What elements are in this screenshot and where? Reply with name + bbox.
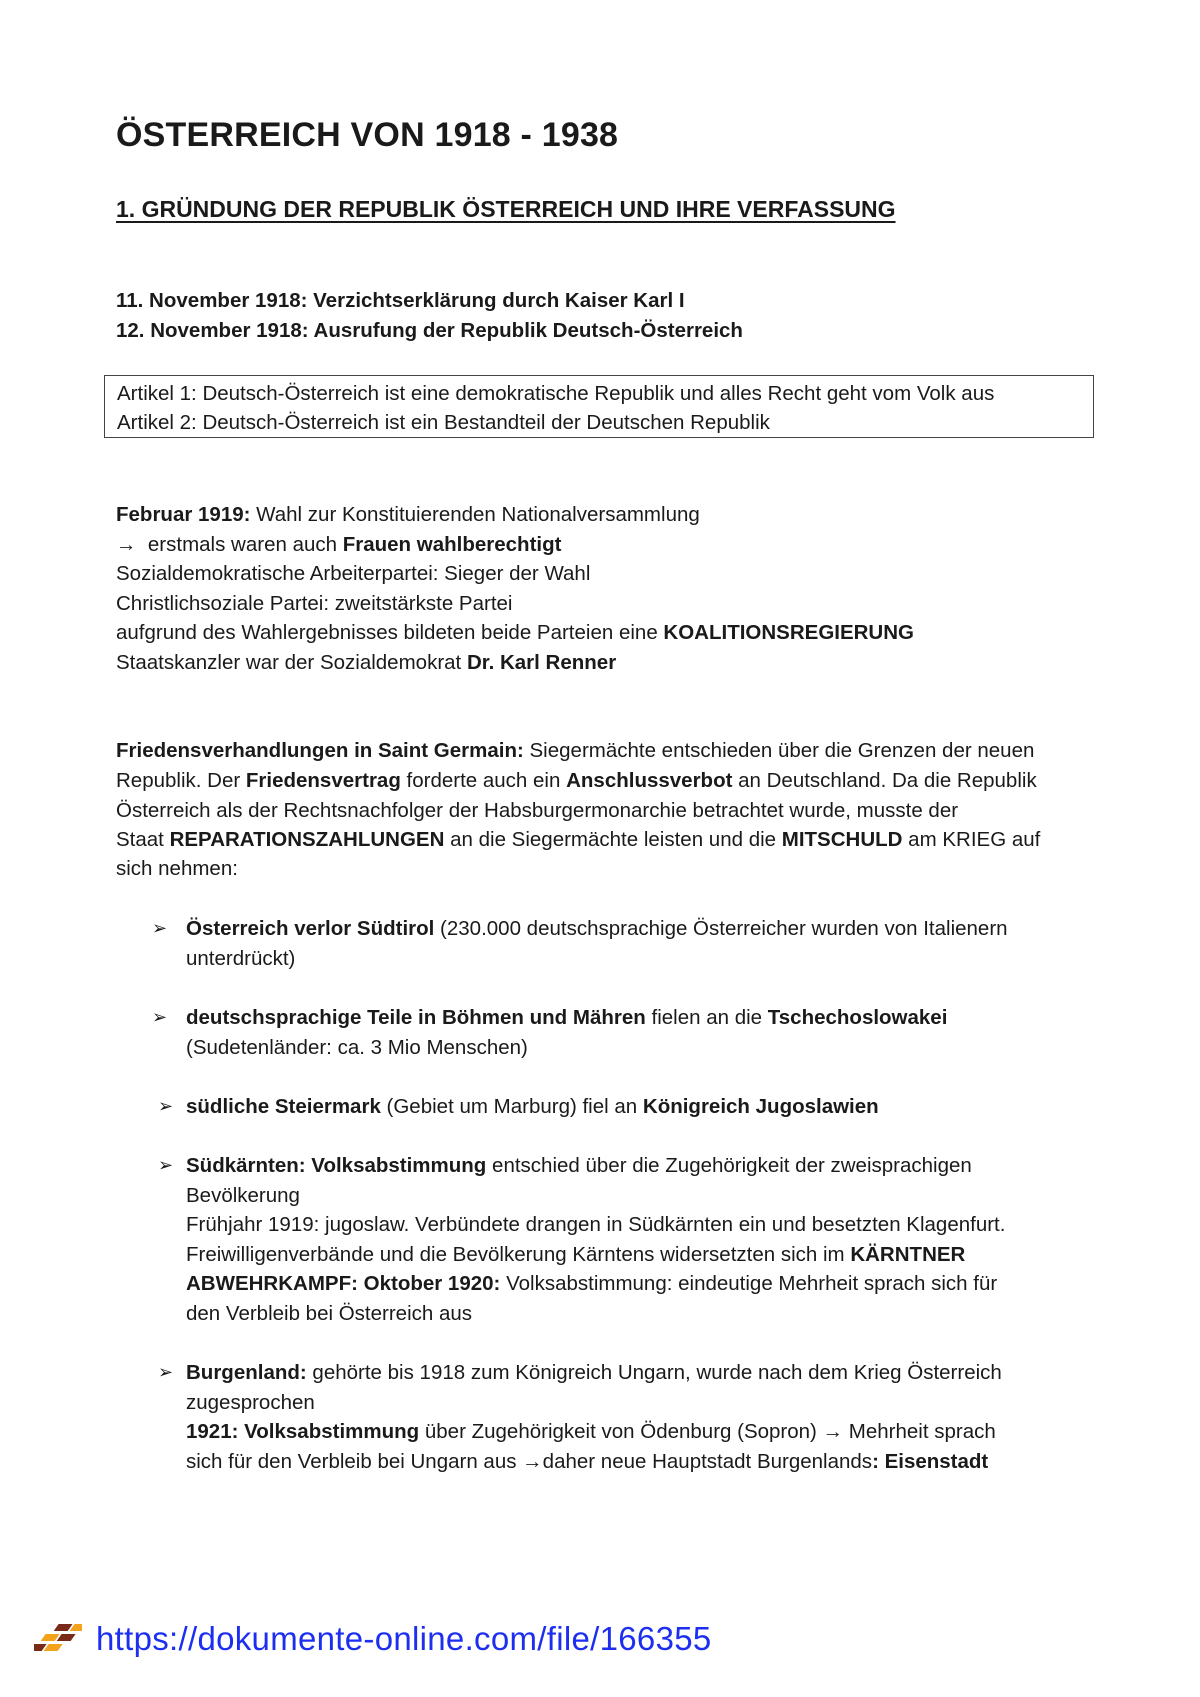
bullet-text: Freiwilligenverbände und die Bevölkerung Kärntens widersetzten sich im [186,1242,851,1266]
bullet-text: über Zugehörigkeit von Ödenburg (Sopron) → Mehrheit sprach [419,1420,996,1443]
bullet-item-burgenland [158,1358,1098,1476]
bullet-text: entschied über die Zugehörigkeit der zweisprachigen [486,1154,972,1177]
election-line-5 [116,618,914,648]
peace-term: REPARATIONSZAHLUNGEN [169,828,445,851]
bullet-term: KÄRNTNER [850,1242,966,1266]
election-text-2: erstmals waren auch [136,533,343,556]
coalition-term: KOALITIONSREGIERUNG [663,621,914,644]
peace-heading: Friedensverhandlungen in Saint Germain: [116,739,524,762]
peace-text: Staat [116,828,170,851]
section-heading: 1. GRÜNDUNG DER REPUBLIK ÖSTERREICH UND IHRE VERFASSUNG [116,196,896,222]
bullet-term: ABWEHRKAMPF: Oktober 1920: [186,1272,501,1295]
peace-line-4 [116,825,1040,855]
article-2: Artikel 2: Deutsch-Österreich ist ein Bestandteil der Deutschen Republik [117,411,770,434]
arrowhead-bullet-icon: ➢ [152,1007,168,1027]
bullet-text: Frühjahr 1919: jugoslaw. Verbündete drangen in Südkärnten ein und besetzten Klagenfurt. [186,1213,1006,1236]
bullet-term: Königreich Jugoslawien [642,1095,879,1118]
bullet-text: gehörte bis 1918 zum Königreich Ungarn, wurde nach dem Krieg Österreich [306,1361,1002,1384]
peace-line-2 [116,766,1037,796]
bullet-heading: Südkärnten: Volksabstimmung [186,1154,487,1177]
article-1: Artikel 1: Deutsch-Österreich ist eine demokratische Republik und alles Recht geht vom Volk aus [117,382,995,405]
peace-term: MITSCHULD [781,828,903,851]
source-url-link[interactable]: https://dokumente-online.com/file/166355 [96,1620,712,1657]
bullet-text: (230.000 deutschsprachige Österreicher wurden von Italienern [434,917,1008,940]
election-line-3: Sozialdemokratische Arbeiterpartei: Sieger der Wahl [116,562,591,585]
peace-line-3: Österreich als der Rechtsnachfolger der Habsburgermonarchie betrachtet wurde, musste der [116,799,959,822]
bullet-heading: Österreich verlor Südtirol [186,917,435,940]
bullet-text: unterdrückt) [186,946,296,970]
bullet-item-suedtirol [152,914,1092,973]
arrowhead-bullet-icon: ➢ [152,918,168,938]
chancellor-name: Dr. Karl Renner [466,651,617,674]
arrow-icon: → [116,533,137,556]
peace-term: Anschlussverbot [566,769,733,792]
election-line-2 [116,530,561,560]
election-date: Februar 1919: [116,503,251,526]
arrowhead-bullet-icon: ➢ [158,1096,174,1116]
peace-line-5: sich nehmen: [116,857,238,880]
arrowhead-bullet-icon: ➢ [158,1155,174,1175]
election-line-6 [116,648,616,678]
peace-text: an die Siegermächte leisten und die [444,828,782,851]
peace-line-1 [116,736,1034,766]
bullet-term: 1921: Volksabstimmung [186,1420,420,1443]
date-line-1: 11. November 1918: Verzichtserklärung durch Kaiser Karl I [116,289,685,312]
bullet-text: fielen an die [645,1006,768,1029]
bullet-heading: deutschsprachige Teile in Böhmen und Mähren [186,1006,646,1029]
peace-text: forderte auch ein [400,769,567,792]
bullet-text: zugesprochen [186,1390,315,1414]
election-text: Wahl zur Konstituierenden Nationalversammlung [250,503,700,526]
constitution-articles-box [104,375,1094,438]
date-line-2: 12. November 1918: Ausrufung der Republik Deutsch-Österreich [116,319,743,342]
arrowhead-bullet-icon: ➢ [158,1362,174,1382]
bullet-text: (Gebiet um Marburg) fiel an [380,1095,643,1118]
bullet-item-boehmen [152,1003,1092,1062]
bullet-text: Bevölkerung [186,1183,300,1207]
bullet-term: : Eisenstadt [872,1449,989,1473]
peace-text: Republik. Der [116,769,246,792]
peace-text: Siegermächte entschieden über die Grenzen der neuen [523,739,1035,762]
bullet-term: Tschechoslowakei [767,1006,948,1029]
bullet-text: den Verbleib bei Österreich aus [186,1301,473,1325]
bullet-item-suedkaernten [158,1151,1098,1328]
stacked-bars-logo-icon [34,1622,82,1666]
peace-text: am KRIEG auf [902,828,1041,851]
bullet-item-steiermark [158,1092,1098,1122]
peace-text: an Deutschland. Da die Republik [732,769,1037,792]
election-line-4: Christlichsoziale Partei: zweitstärkste Partei [116,592,513,615]
bullet-text: sich für den Verbleib bei Ungarn aus →daher neue Hauptstadt Burgenlands [186,1449,873,1473]
bullet-text: (Sudetenländer: ca. 3 Mio Menschen) [186,1035,528,1059]
bullet-heading: südliche Steiermark [186,1095,381,1118]
chancellor-text: Staatskanzler war der Sozialdemokrat [116,651,467,674]
coalition-text: aufgrund des Wahlergebnisses bildeten beide Parteien eine [116,621,664,644]
women-vote: Frauen wahlberechtigt [342,533,562,556]
election-line-1 [116,500,700,530]
bullet-text: Volksabstimmung: eindeutige Mehrheit sprach sich für [500,1272,998,1295]
page-title: ÖSTERREICH VON 1918 - 1938 [116,116,619,154]
bullet-heading: Burgenland: [186,1361,307,1384]
peace-term: Friedensvertrag [245,769,401,792]
